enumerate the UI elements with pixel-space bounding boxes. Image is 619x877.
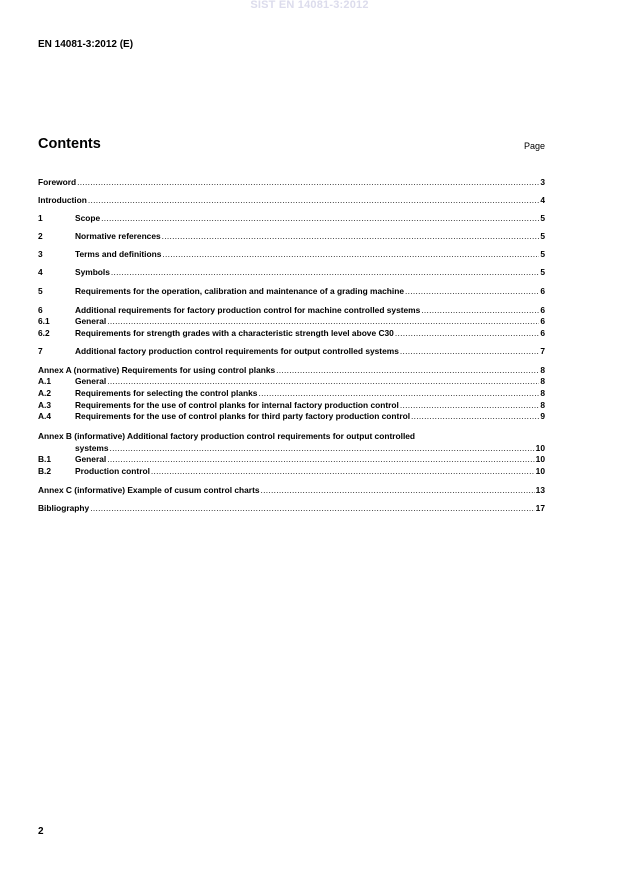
toc-page: 6 xyxy=(540,305,545,315)
toc-entry-b-2[interactable] xyxy=(38,466,545,477)
toc-page: 8 xyxy=(540,365,545,375)
toc-title: Requirements for the operation, calibration and maintenance of a grading machine xyxy=(75,286,405,296)
toc-entry-a-2[interactable] xyxy=(38,388,545,399)
toc-entry-bibliography[interactable] xyxy=(38,503,545,514)
toc-title: Annex C (informative) Example of cusum control charts xyxy=(38,485,260,495)
toc-entry-annex-a[interactable] xyxy=(38,365,545,376)
toc-title: Additional requirements for factory production control for machine controlled systems xyxy=(75,305,421,315)
page-number: 2 xyxy=(38,826,44,837)
toc-title: Scope xyxy=(75,213,101,223)
contents-heading: Contents xyxy=(38,136,101,152)
toc-page: 8 xyxy=(540,388,545,398)
toc-entry-a-4[interactable] xyxy=(38,411,545,422)
toc-entry-6-1[interactable] xyxy=(38,316,545,327)
toc-title: Requirements for the use of control planks for internal factory production control xyxy=(75,400,399,410)
toc-number: A.3 xyxy=(38,400,52,410)
toc-number: A.4 xyxy=(38,411,52,421)
toc-entry-1[interactable] xyxy=(38,213,545,224)
toc-entry-foreword[interactable] xyxy=(38,177,545,188)
toc-page: 8 xyxy=(540,400,545,410)
toc-title: Requirements for strength grades with a characteristic strength level above C30 xyxy=(75,328,394,338)
toc-number: B.2 xyxy=(38,466,52,476)
toc-page: 13 xyxy=(535,485,545,495)
toc-entry-5[interactable] xyxy=(38,286,545,297)
toc-title: General xyxy=(75,376,107,386)
toc-entry-a-1[interactable] xyxy=(38,376,545,387)
toc-entry-2[interactable] xyxy=(38,231,545,242)
toc-title: Annex B (informative) Additional factory production control requirements for output controlled xyxy=(38,431,416,441)
toc-entry-3[interactable] xyxy=(38,249,545,260)
toc-page: 8 xyxy=(540,376,545,386)
toc-title: Introduction xyxy=(38,195,87,205)
toc-number: 6 xyxy=(38,305,43,315)
toc-title: Production control xyxy=(75,466,150,476)
toc-page: 6 xyxy=(540,328,545,338)
toc-number: 6.1 xyxy=(38,316,50,326)
toc-page: 17 xyxy=(535,503,545,513)
toc-entry-annex-c[interactable] xyxy=(38,485,545,496)
toc-number: B.1 xyxy=(38,454,52,464)
toc-number: 2 xyxy=(38,231,43,241)
toc-entry-a-3[interactable] xyxy=(38,400,545,411)
toc-page: 5 xyxy=(540,213,545,223)
toc-number: 7 xyxy=(38,346,43,356)
toc-number: 4 xyxy=(38,267,43,277)
toc-page: 5 xyxy=(540,249,545,259)
toc-title: General xyxy=(75,316,107,326)
toc-number: A.1 xyxy=(38,376,52,386)
toc-page: 9 xyxy=(540,411,545,421)
toc-page: 7 xyxy=(540,346,545,356)
toc-title: systems xyxy=(75,443,109,453)
toc-page: 6 xyxy=(540,316,545,326)
toc-title: Requirements for selecting the control planks xyxy=(75,388,258,398)
toc-title: Annex A (normative) Requirements for using control planks xyxy=(38,365,276,375)
toc-entry-4[interactable] xyxy=(38,267,545,278)
toc-page: 6 xyxy=(540,286,545,296)
toc-number: 5 xyxy=(38,286,43,296)
toc-title: Foreword xyxy=(38,177,77,187)
toc-page: 3 xyxy=(540,177,545,187)
toc-title: Normative references xyxy=(75,231,161,241)
toc-entry-annex-b[interactable] xyxy=(38,431,545,442)
page-column-label: Page xyxy=(523,141,545,151)
toc-number: 1 xyxy=(38,213,43,223)
toc-page: 10 xyxy=(535,443,545,453)
toc-title: Symbols xyxy=(75,267,110,277)
toc-number: 3 xyxy=(38,249,43,259)
toc-title: Requirements for the use of control planks for third party factory production control xyxy=(75,411,411,421)
toc-entry-6-2[interactable] xyxy=(38,328,545,339)
toc-page: 10 xyxy=(535,466,545,476)
toc-entry-7[interactable] xyxy=(38,346,545,357)
toc-entry-6[interactable] xyxy=(38,305,545,316)
toc-title: Additional factory production control requirements for output controlled systems xyxy=(75,346,399,356)
toc-entry-introduction[interactable] xyxy=(38,195,545,206)
toc-title: General xyxy=(75,454,107,464)
toc-title: Terms and definitions xyxy=(75,249,162,259)
toc-page: 4 xyxy=(540,195,545,205)
toc-entry-annex-b-cont[interactable] xyxy=(38,443,545,454)
toc-entry-b-1[interactable] xyxy=(38,454,545,465)
toc-number: A.2 xyxy=(38,388,52,398)
toc-number: 6.2 xyxy=(38,328,50,338)
watermark: SIST EN 14081-3:2012 xyxy=(250,0,369,11)
document-identifier: EN 14081-3:2012 (E) xyxy=(38,39,134,50)
toc-page: 10 xyxy=(535,454,545,464)
toc-title: Bibliography xyxy=(38,503,90,513)
toc-page: 5 xyxy=(540,231,545,241)
toc-page: 5 xyxy=(540,267,545,277)
